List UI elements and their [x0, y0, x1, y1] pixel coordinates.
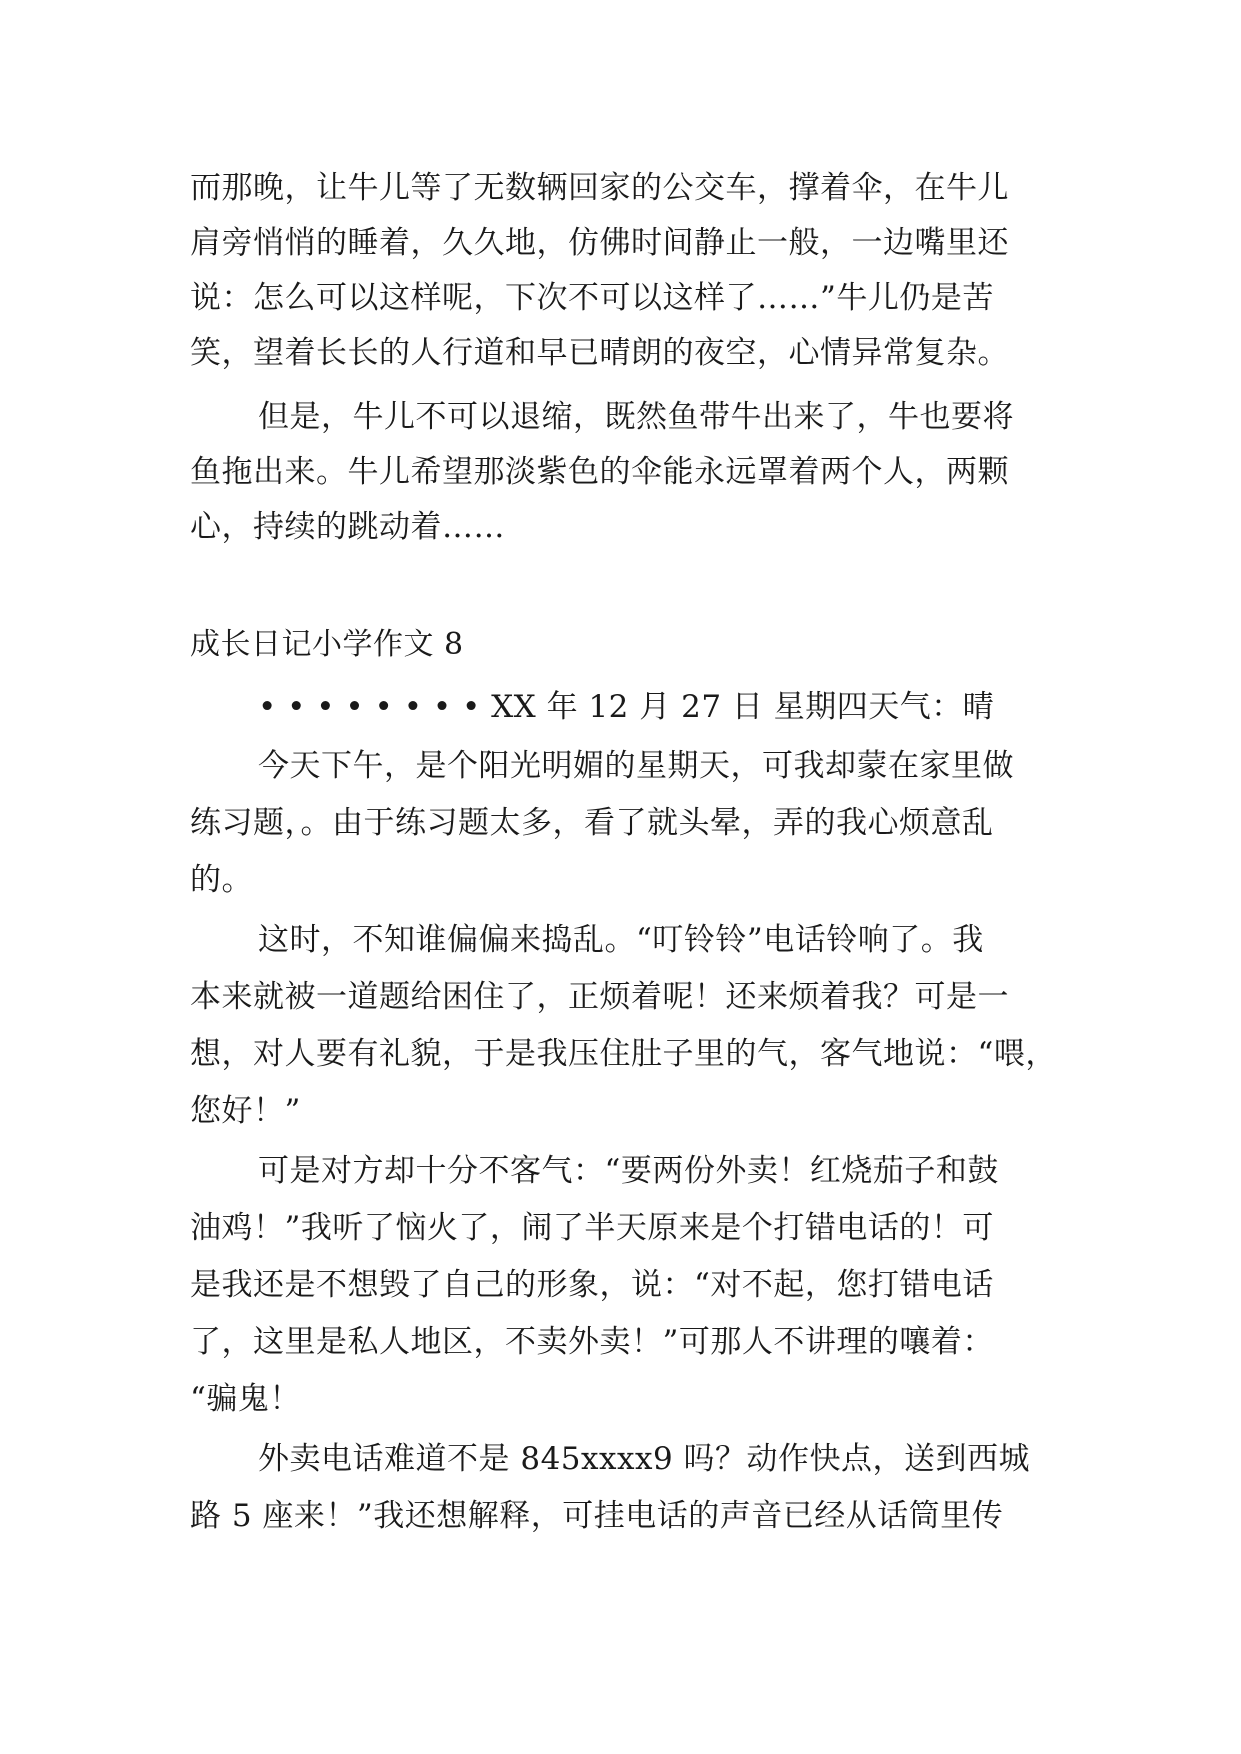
text-line: 而那晚，让牛儿等了无数辆回家的公交车，撑着伞，在牛儿: [190, 170, 1009, 206]
text-line: 您好！”: [190, 1093, 301, 1129]
text-line: 外卖电话难道不是 845xxxx9 吗？动作快点，送到西城: [258, 1441, 1031, 1477]
text-line: 练习题，。由于练习题太多，看了就头晕，弄的我心烦意乱: [190, 805, 994, 841]
text-line: 笑，望着长长的人行道和早已晴朗的夜空，心情异常复杂。: [190, 335, 1009, 371]
section-heading: 成长日记小学作文 8: [190, 627, 464, 662]
text-line: 说：怎么可以这样呢，下次不可以这样了……”牛儿仍是苦: [190, 280, 994, 316]
date-weather-line: • • • • • • • • XX 年 12 月 27 日 星期四天气：晴: [258, 689, 995, 725]
text-line: 这时，不知谁偏偏来捣乱。“叮铃铃”电话铃响了。我: [258, 922, 984, 958]
text-line: 的。: [190, 862, 253, 898]
text-line: 是我还是不想毁了自己的形象，说：“对不起，您打错电话: [190, 1267, 994, 1303]
text-line: 路 5 座来！”我还想解释，可挂电话的声音已经从话筒里传: [190, 1498, 1004, 1534]
text-line: 肩旁悄悄的睡着，久久地，仿佛时间静止一般，一边嘴里还: [190, 225, 1009, 261]
text-line: 了，这里是私人地区，不卖外卖！”可那人不讲理的嚷着：: [190, 1324, 994, 1360]
text-line: 油鸡！”我听了恼火了，闹了半天原来是个打错电话的！可: [190, 1210, 994, 1246]
text-line: 今天下午，是个阳光明媚的星期天，可我却蒙在家里做: [258, 748, 1014, 784]
text-line: 可是对方却十分不客气：“要两份外卖！红烧茄子和鼓: [258, 1153, 999, 1189]
text-line: “骗鬼！: [190, 1381, 301, 1417]
text-line: 鱼拖出来。牛儿希望那淡紫色的伞能永远罩着两个人，两颗: [190, 454, 1009, 490]
text-line: 但是，牛儿不可以退缩，既然鱼带牛出来了，牛也要将: [258, 399, 1014, 435]
text-line: 心，持续的跳动着……: [190, 509, 505, 545]
text-line: 本来就被一道题给困住了，正烦着呢！还来烦着我？可是一: [190, 979, 1009, 1015]
text-line: 想，对人要有礼貌，于是我压住肚子里的气，客气地说：“喂，: [190, 1036, 1057, 1072]
